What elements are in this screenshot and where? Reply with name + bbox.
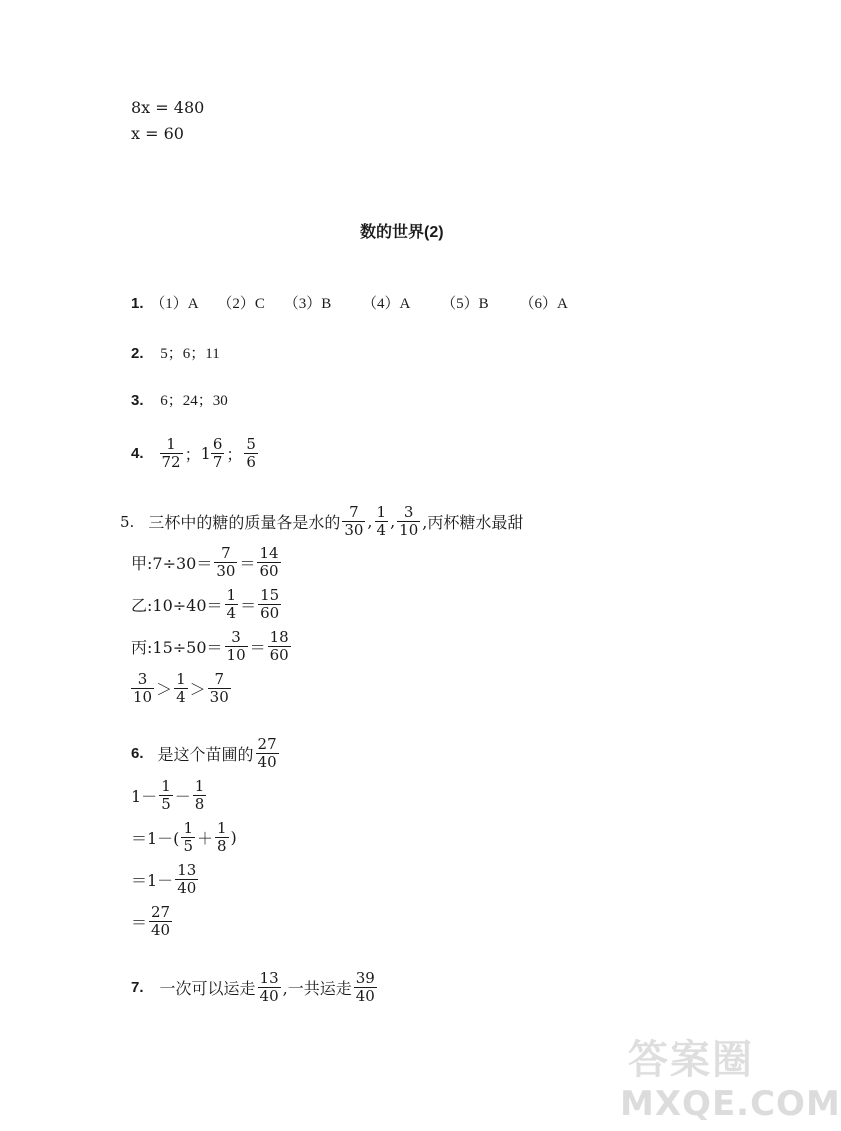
fraction: $\frac{27}{40}$ [257, 735, 277, 771]
fraction: $\frac{1}{5}$ [161, 777, 171, 813]
equation-line-1: 8x = 480 [131, 98, 205, 117]
fraction: $\frac{3}{10}$ [226, 628, 246, 664]
fraction: $\frac{7}{30}$ [344, 503, 364, 539]
question-1 [131, 292, 568, 313]
question-7: 7. 一次可以运走 $\frac{13}{40}$ ,一共运走 $\frac{39}{40}$ [131, 969, 375, 1005]
fraction: $\frac{7}{30}$ [216, 544, 236, 580]
question-6: 6. 是这个苗圃的 $\frac{27}{40}$ [131, 735, 277, 771]
watermark-top-text: 答案圈 [628, 1037, 754, 1083]
q5-row-yi: 乙:10÷40＝ $\frac{1}{4}$ ＝ $\frac{15}{60}$ [131, 586, 280, 622]
fraction: $\frac{1}{72}$ [161, 435, 181, 471]
q6-step-2: ＝1－( $\frac{1}{5}$ ＋ $\frac{1}{8}$ ) [131, 819, 237, 855]
fraction: $\frac{18}{60}$ [269, 628, 289, 664]
answer-text: 5；6；11 [160, 346, 220, 362]
fraction: $\frac{15}{60}$ [260, 586, 280, 622]
q6-step-3: ＝1－ $\frac{13}{40}$ [131, 861, 197, 897]
fraction: $\frac{1}{4}$ [376, 503, 387, 539]
fraction: $\frac{39}{40}$ [355, 969, 375, 1005]
fraction: $\frac{1}{8}$ [194, 777, 205, 813]
q5-compare: $\frac{3}{10}$ ＞ $\frac{1}{4}$ ＞ $\frac{7}{30}$ [133, 670, 229, 706]
fraction: $\frac{3}{10}$ [133, 670, 153, 706]
question-number: 7. [131, 979, 144, 996]
fraction: $\frac{1}{5}$ [183, 819, 193, 855]
answer-6: （6）A [519, 296, 568, 312]
fraction: $\frac{1}{4}$ [176, 670, 186, 706]
question-number: 5. [120, 512, 135, 531]
q5-row-jia: 甲:7÷30＝ $\frac{7}{30}$ ＝ $\frac{14}{60}$ [131, 544, 279, 580]
answer-2: （2）C [217, 296, 265, 312]
question-4: 4. $\frac{1}{72}$ ； 1 $\frac{6}{7}$ ； $\frac{5}{6}$ [131, 435, 256, 471]
question-number: 6. [131, 745, 144, 762]
fraction: $\frac{6}{7}$ [212, 435, 223, 471]
question-number: 4. [131, 445, 144, 462]
question-3 [131, 389, 228, 410]
fraction: $\frac{13}{40}$ [177, 861, 197, 897]
fraction: $\frac{14}{60}$ [259, 544, 279, 580]
q6-step-4: ＝ $\frac{27}{40}$ [131, 903, 171, 939]
fraction: $\frac{13}{40}$ [259, 969, 279, 1005]
fraction: $\frac{1}{8}$ [217, 819, 227, 855]
answer-4: （4）A [362, 296, 411, 312]
question-number: 1. [131, 295, 144, 312]
question-number: 2. [131, 345, 144, 362]
fraction: $\frac{1}{4}$ [226, 586, 237, 622]
question-5: 5. 三杯中的糖的质量各是水的 $\frac{7}{30}$ , $\frac{1}{4}$ , $\frac{3}{10}$ ,丙杯糖水最甜 [120, 503, 524, 539]
answer-1: （1）A [150, 296, 199, 312]
fraction: $\frac{5}{6}$ [246, 435, 256, 471]
equation-line-2: x = 60 [131, 124, 184, 143]
fraction: $\frac{27}{40}$ [151, 903, 171, 939]
fraction: $\frac{7}{30}$ [209, 670, 229, 706]
q5-row-bing: 丙:15÷50＝ $\frac{3}{10}$ ＝ $\frac{18}{60}$ [131, 628, 289, 664]
watermark-logo [620, 1028, 841, 1128]
answer-text: 6；24；30 [160, 393, 228, 409]
answer-5: （5）B [441, 296, 489, 312]
section-title: 数的世界(2) [360, 224, 444, 241]
question-2 [131, 342, 220, 363]
fraction: $\frac{3}{10}$ [399, 503, 419, 539]
q6-step-1: 1－ $\frac{1}{5}$ － $\frac{1}{8}$ [131, 777, 205, 813]
question-number: 3. [131, 392, 144, 409]
watermark-bottom-text: MXQE.COM [620, 1084, 841, 1124]
answer-3: （3）B [283, 296, 332, 312]
